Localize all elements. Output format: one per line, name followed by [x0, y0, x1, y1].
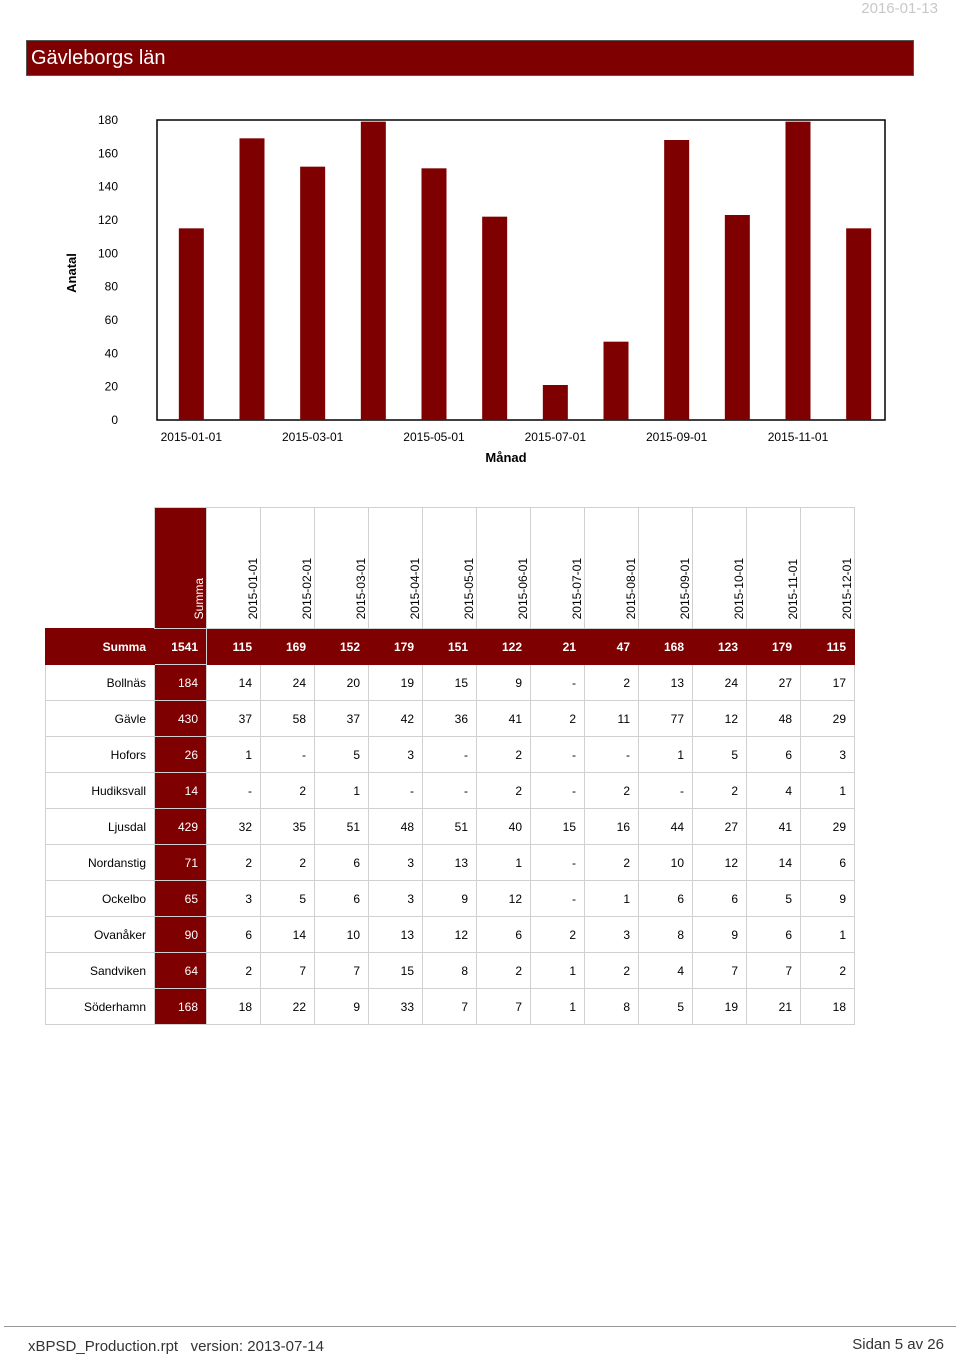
table-cell: - [531, 881, 585, 917]
table-cell: 2 [585, 953, 639, 989]
row-sum-cell: 90 [155, 917, 207, 953]
table-cell: 1 [585, 881, 639, 917]
table-row [46, 701, 855, 737]
table-cell: 9 [693, 917, 747, 953]
table-cell: 18 [207, 989, 261, 1025]
table-cell: - [639, 773, 693, 809]
table-cell: 115 [801, 629, 855, 665]
row-sum-cell: 430 [155, 701, 207, 737]
table-cell: 10 [639, 845, 693, 881]
row-sum-cell: 71 [155, 845, 207, 881]
table-cell: 9 [423, 881, 477, 917]
bar [846, 228, 871, 420]
table-cell: 12 [477, 881, 531, 917]
table-cell: 2 [585, 665, 639, 701]
bar [179, 228, 204, 420]
table-cell: 15 [369, 953, 423, 989]
plot-area-frame [157, 120, 885, 420]
table-cell: 12 [423, 917, 477, 953]
column-header-month [585, 508, 639, 629]
footer-divider [4, 1326, 956, 1327]
y-tick-label: 100 [97, 246, 118, 261]
table-cell: 44 [639, 809, 693, 845]
table-row [46, 665, 855, 701]
column-header-label: 2015-07-01 [570, 557, 584, 619]
column-header-month [747, 508, 801, 629]
table-cell: 6 [207, 917, 261, 953]
table-cell: 51 [315, 809, 369, 845]
table-row [46, 917, 855, 953]
table-cell: 13 [639, 665, 693, 701]
table-row [46, 809, 855, 845]
y-tick-label: 160 [97, 146, 118, 161]
column-header-label: 2015-02-01 [300, 557, 314, 619]
table-cell: 3 [207, 881, 261, 917]
table-cell: 3 [369, 881, 423, 917]
table-cell: 35 [261, 809, 315, 845]
row-sum-cell: 26 [155, 737, 207, 773]
table-total-row [46, 629, 855, 665]
y-tick-label: 120 [97, 213, 118, 227]
table-cell: 13 [423, 845, 477, 881]
bar [361, 122, 386, 420]
bar [604, 342, 629, 420]
x-tick-label: 2015-11-01 [767, 430, 829, 444]
table-cell: 21 [531, 629, 585, 665]
table-cell: - [207, 773, 261, 809]
table-cell: 122 [477, 629, 531, 665]
row-label: Hofors [46, 737, 155, 773]
x-tick-label: 2015-05-01 [403, 430, 465, 444]
column-header-month [531, 508, 585, 629]
row-sum-cell: 65 [155, 881, 207, 917]
column-header-label: 2015-12-01 [840, 557, 854, 619]
column-header-month [369, 508, 423, 629]
table-cell: 5 [315, 737, 369, 773]
table-cell: 2 [207, 953, 261, 989]
table-cell: 1 [531, 989, 585, 1025]
y-tick-label: 140 [97, 179, 118, 194]
column-header-month [423, 508, 477, 629]
table-cell: 6 [747, 737, 801, 773]
table-cell: 27 [693, 809, 747, 845]
table-cell: 11 [585, 701, 639, 737]
table-cell: 15 [423, 665, 477, 701]
table-cell: 169 [261, 629, 315, 665]
y-tick-label: 0 [111, 413, 118, 427]
table-cell: 27 [747, 665, 801, 701]
table-cell: 29 [801, 809, 855, 845]
table-cell: - [531, 773, 585, 809]
page-title: Gävleborgs län [26, 40, 914, 76]
table-cell: - [423, 737, 477, 773]
bar-chart [0, 100, 960, 470]
table-cell: 29 [801, 701, 855, 737]
table-cell: 9 [801, 881, 855, 917]
column-header-label: 2015-03-01 [354, 557, 368, 619]
column-header-month [477, 508, 531, 629]
table-row [46, 845, 855, 881]
table-cell: 5 [747, 881, 801, 917]
bar [543, 385, 568, 420]
column-header-label: 2015-08-01 [624, 557, 638, 619]
column-header-month [315, 508, 369, 629]
table-cell: 2 [207, 845, 261, 881]
table-cell: 41 [747, 809, 801, 845]
table-cell: - [423, 773, 477, 809]
row-sum-cell: 184 [155, 665, 207, 701]
table-cell: 6 [693, 881, 747, 917]
row-sum-cell: 429 [155, 809, 207, 845]
table-cell: 9 [315, 989, 369, 1025]
table-cell: 7 [747, 953, 801, 989]
table-cell: 2 [801, 953, 855, 989]
table-cell: 48 [369, 809, 423, 845]
table-cell: 6 [477, 917, 531, 953]
table-cell: 168 [639, 629, 693, 665]
table-cell: 22 [261, 989, 315, 1025]
table-cell: 179 [369, 629, 423, 665]
table-cell: 1 [315, 773, 369, 809]
table-cell: 18 [801, 989, 855, 1025]
row-sum-cell: 14 [155, 773, 207, 809]
column-header-label: 2015-10-01 [732, 557, 746, 619]
table-row [46, 881, 855, 917]
table-cell: 13 [369, 917, 423, 953]
table-cell: 8 [585, 989, 639, 1025]
table-row [46, 773, 855, 809]
column-header-label: Summa [192, 577, 206, 619]
row-label: Ljusdal [46, 809, 155, 845]
table-cell: 1 [639, 737, 693, 773]
row-label: Ovanåker [46, 917, 155, 953]
table-cell: 123 [693, 629, 747, 665]
table-cell: 8 [423, 953, 477, 989]
bar [786, 122, 811, 420]
column-header-label: 2015-05-01 [462, 557, 476, 619]
table-cell: 2 [531, 701, 585, 737]
table-cell: 1 [207, 737, 261, 773]
table-cell: 3 [585, 917, 639, 953]
table-cell: - [531, 665, 585, 701]
table-cell: 15 [531, 809, 585, 845]
table-cell: 8 [639, 917, 693, 953]
row-label: Nordanstig [46, 845, 155, 881]
bar [240, 138, 265, 420]
table-cell: 40 [477, 809, 531, 845]
table-cell: - [531, 737, 585, 773]
bar [482, 217, 507, 420]
table-cell: 9 [477, 665, 531, 701]
footer-report-info: xBPSD_Production.rpt version: 2013-07-14 [28, 1338, 324, 1355]
table-cell: 10 [315, 917, 369, 953]
table-cell: 1 [801, 917, 855, 953]
table-cell: 41 [477, 701, 531, 737]
x-tick-label: 2015-07-01 [524, 430, 587, 444]
table-header-row [46, 508, 855, 629]
table-row [46, 989, 855, 1025]
column-header-month [639, 508, 693, 629]
y-axis-title: Anatal [64, 253, 79, 293]
report-date: 2016-01-13 [861, 0, 938, 17]
table-cell: 3 [369, 737, 423, 773]
table-cell: 14 [207, 665, 261, 701]
table-cell: 5 [639, 989, 693, 1025]
footer-page-number: Sidan 5 av 26 [852, 1336, 944, 1353]
table-cell: 19 [369, 665, 423, 701]
table-cell: - [261, 737, 315, 773]
column-header-label: 2015-01-01 [246, 557, 260, 619]
table-cell: 5 [261, 881, 315, 917]
table-cell: 1 [477, 845, 531, 881]
bar [725, 215, 750, 420]
y-tick-label: 180 [97, 113, 118, 127]
column-header-label: 2015-04-01 [408, 557, 422, 619]
table-cell: 51 [423, 809, 477, 845]
table-cell: 48 [747, 701, 801, 737]
table-cell: 5 [693, 737, 747, 773]
row-sum-cell: 1541 [155, 629, 207, 665]
table-cell: 24 [693, 665, 747, 701]
table-cell: 151 [423, 629, 477, 665]
table-cell: 6 [639, 881, 693, 917]
table-cell: - [369, 773, 423, 809]
table-cell: - [585, 737, 639, 773]
table-cell: 1 [801, 773, 855, 809]
table-cell: 12 [693, 701, 747, 737]
row-label: Hudiksvall [46, 773, 155, 809]
table-cell: 2 [261, 773, 315, 809]
table-cell: 36 [423, 701, 477, 737]
table-cell: 42 [369, 701, 423, 737]
bar [300, 167, 325, 420]
x-tick-label: 2015-09-01 [645, 430, 708, 444]
table-cell: 6 [315, 881, 369, 917]
row-label: Bollnäs [46, 665, 155, 701]
row-label: Gävle [46, 701, 155, 737]
table-cell: - [531, 845, 585, 881]
y-tick-label: 80 [104, 279, 118, 294]
table-cell: 2 [693, 773, 747, 809]
table-cell: 179 [747, 629, 801, 665]
table-cell: 21 [747, 989, 801, 1025]
table-cell: 17 [801, 665, 855, 701]
x-tick-label: 2015-01-01 [160, 430, 223, 444]
table-cell: 7 [693, 953, 747, 989]
x-tick-label: 2015-03-01 [281, 430, 344, 444]
row-sum-cell: 168 [155, 989, 207, 1025]
table-cell: 33 [369, 989, 423, 1025]
table-cell: 1 [531, 953, 585, 989]
table-corner [46, 508, 155, 629]
table-cell: 2 [261, 845, 315, 881]
table-cell: 24 [261, 665, 315, 701]
table-cell: 6 [801, 845, 855, 881]
table-cell: 12 [693, 845, 747, 881]
table-cell: 20 [315, 665, 369, 701]
table-cell: 7 [261, 953, 315, 989]
table-cell: 37 [315, 701, 369, 737]
table-cell: 14 [261, 917, 315, 953]
table-cell: 3 [369, 845, 423, 881]
table-cell: 77 [639, 701, 693, 737]
table-cell: 115 [207, 629, 261, 665]
bar [422, 168, 447, 420]
table-cell: 47 [585, 629, 639, 665]
table-cell: 4 [639, 953, 693, 989]
table-cell: 152 [315, 629, 369, 665]
row-label: Sandviken [46, 953, 155, 989]
column-header-month [693, 508, 747, 629]
table-cell: 19 [693, 989, 747, 1025]
table-cell: 7 [423, 989, 477, 1025]
table-cell: 2 [477, 773, 531, 809]
y-tick-label: 40 [104, 346, 118, 361]
table-cell: 2 [585, 845, 639, 881]
y-tick-label: 60 [104, 313, 118, 327]
y-tick-label: 20 [104, 379, 118, 394]
table-cell: 32 [207, 809, 261, 845]
column-header-label: 2015-09-01 [678, 557, 692, 619]
table-cell: 2 [531, 917, 585, 953]
row-label: Ockelbo [46, 881, 155, 917]
row-label: Söderhamn [46, 989, 155, 1025]
column-header-summa [155, 508, 207, 629]
table-cell: 58 [261, 701, 315, 737]
table-cell: 6 [747, 917, 801, 953]
table-cell: 7 [315, 953, 369, 989]
table-row [46, 737, 855, 773]
column-header-month [801, 508, 855, 629]
table-cell: 37 [207, 701, 261, 737]
table-cell: 2 [477, 737, 531, 773]
table-cell: 14 [747, 845, 801, 881]
row-sum-cell: 64 [155, 953, 207, 989]
x-axis-title: Månad [485, 450, 527, 465]
table-row [46, 953, 855, 989]
table-cell: 3 [801, 737, 855, 773]
column-header-label: 2015-06-01 [516, 557, 530, 619]
table-cell: 6 [315, 845, 369, 881]
table-cell: 2 [585, 773, 639, 809]
table-cell: 2 [477, 953, 531, 989]
table-cell: 7 [477, 989, 531, 1025]
column-header-month [261, 508, 315, 629]
row-label: Summa [46, 629, 155, 665]
data-table [45, 507, 855, 1025]
column-header-month [207, 508, 261, 629]
column-header-label: 2015-11-01 [786, 558, 800, 619]
bar [664, 140, 689, 420]
table-cell: 4 [747, 773, 801, 809]
table-cell: 16 [585, 809, 639, 845]
